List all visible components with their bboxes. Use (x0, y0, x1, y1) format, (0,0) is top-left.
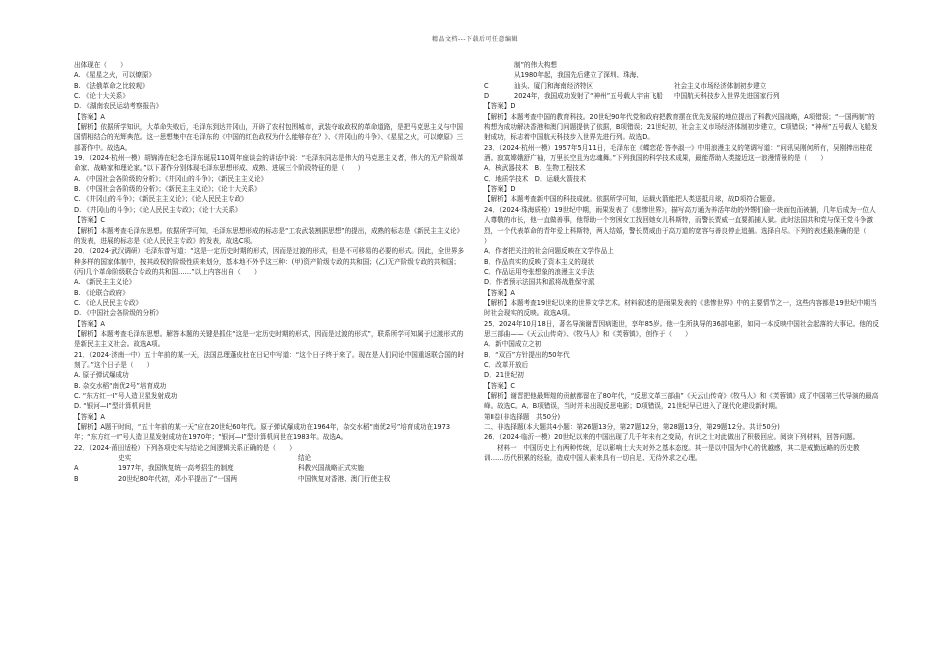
q18-option-c: C. 《论十大关系》 (74, 92, 129, 101)
q21-analysis: 【解析】A题干时间，“五十年前的某一天”应在20世纪60年代。原子弹试爆成功在1964年，杂交水稻“南优2号”培育成功在1973年；“东方红一Ⅰ”号人造卫星发射成功在1970年；“银河—Ⅰ”型计算机问世在1983年。故选A。 (74, 423, 451, 442)
q19-option-b: B. 《中国社会各阶级的分析》；《新民主主义论》；《论十大关系》 (74, 185, 261, 194)
table-row (484, 70, 879, 80)
q25-option-b: B．“双百”方针提出的50年代 (484, 350, 570, 359)
table-cell: 20世纪80年代初，邓小平提出了“一国两 (118, 474, 238, 483)
q24-option-c: C．作品运用夸张想象的浪漫主义手法 (484, 267, 595, 276)
q18-stem-tail: 出体现在（ ） (74, 61, 127, 69)
q18-option-a: A. 《星星之火，可以燎原》 (74, 71, 156, 80)
q24-option-b: B．作品真实的反映了资本主义的现状 (484, 257, 595, 266)
q22-table-header (74, 453, 469, 463)
q23-options-cd: C．地质学技术 D．运载火箭技术 (484, 174, 586, 183)
q20-option-a: A. 《新民主主义论》 (74, 278, 136, 287)
q22-table-continued-rows (484, 70, 879, 101)
table-cell: 汕头、厦门和海南经济特区 (514, 81, 594, 90)
left-column (74, 60, 469, 484)
table-cell: 中国航天科技步入世界先进国家行列 (674, 92, 780, 101)
table-cell: 科教兴国战略正式实施 (298, 464, 364, 473)
q20-answer: 【答案】A (74, 319, 105, 328)
table-row (74, 474, 469, 484)
q21-answer: 【答案】A (74, 412, 105, 421)
q25-analysis: 【解析】谢晋把他最辉煌的贡献都留在了80年代，“反思文革三部曲”《天云山传奇》《牧马人》和《芙蓉镇》成了中国第三代导演的最高峰。故选C。A、B项错误，当时并未出现反思电影；D项错误，21世纪早已进入了现代化建设新时期。 (484, 392, 879, 411)
q26-stem: 26．（2024·临沂一模）20世纪以来的中国出现了几千年未有之变局，有识之士对此做出了积极回应。阅读下列材料，回答问题。 (484, 433, 860, 442)
q19-answer: 【答案】C (74, 216, 105, 225)
table-cell: 中国恢复对香港、澳门行使主权 (298, 474, 391, 483)
q24-stem: 24．（2024·珠海质检）19世纪中期，雨果发表了《悲惨世界》，描写高万通为养活年幼的外甥们偷一块面包而被捕，几年后成为一位人人尊敬的市长，他一直做善事，他帮助一个穷困女工找回她女儿科斯特，而警长贾威一直要抓捕人狱。此时法国共和党与保王党斗争激烈，一个代表革命的青年爱上科斯特，两人结婚，警长贾威由于高万道的宽容与善良停止追捕。选择自尽。下列的表述最准确的是（ ） (484, 205, 880, 245)
q18-option-b: B. 《法俄革命之比较观》 (74, 81, 149, 90)
table-cell: 从1980年起，我国先后建立了深圳、珠海、 (514, 71, 643, 80)
table-cell: 1977年，我国恢复统一高考招生的制度 (118, 464, 234, 473)
q19-option-d: D. 《井冈山的斗争》；《论人民民主专政》；《论十大关系》 (74, 205, 242, 214)
q24-analysis: 【解析】本题考查19世纪以来的世界文学艺术。材料叙述的是雨果发表的《悲惨世界》中的主要情节之一，这些内容都是19世纪中期当时社会现实的反映。故选A项。 (484, 298, 877, 318)
table-header-cell: 史实 (118, 454, 132, 463)
q22-analysis: 【解析】本题考查中国的教育科技。20世纪90年代党和政府把教育摆在优先发展的地位提出了科教兴国战略，A项错误；“一国两制”的构想为成功解决香港和澳门问题提供了依据，B项错误；21世纪初，社会主义市场经济体制初步建立，C项错误；“神州”五号载人飞船发射成功，标志着中国航天科技步入世界先进行列。故选D。 (484, 112, 878, 142)
q25-option-c: C．改革开放后 (484, 360, 529, 369)
table-cell: 2024年，我国成功发射了“神州”五号载人宇宙飞船 (514, 92, 663, 101)
table-cell: 社会主义市场经济体制初步建立 (674, 81, 767, 90)
q25-option-d: D．21世纪初 (484, 371, 524, 380)
table-header-cell (74, 453, 118, 463)
table-cell (484, 70, 514, 80)
table-cell: A (74, 464, 79, 473)
q20-option-d: D. 《中国社会各阶级的分析》 (74, 309, 163, 318)
q26-material-1: 材料一 中国历史上有两种传统，足以影响士大夫对外之基本态度。其一是以中国为中心的优越感，其二是戒勤远略的历史教训……历代积累的经验，造成中国人素来具有一切自足、无待外求之心理。 (484, 443, 860, 463)
table-cell: B (74, 474, 79, 483)
section-title-part2: 第Ⅱ卷(非选择题 共50分) (484, 412, 561, 421)
q23-answer: 【答案】D (484, 185, 516, 194)
table-row (74, 463, 469, 473)
q25-stem: 25．2024年10月18日，著名导演谢晋因病逝世，享年85岁。他一生所执导的36部电影，如同一本反映中国社会起落的大事记。他的反思三部曲——《天云山传奇》、《牧马人》和《芙蓉镇》，创作于（ ） (484, 319, 880, 338)
table-header-cell: 结论 (298, 454, 312, 463)
table-row (484, 81, 879, 91)
q19-option-c: C. 《井冈山的斗争》；《新民主主义论》；《论人民民主专政》 (74, 195, 248, 204)
q23-stem: 23．（2024·杭州一模）1957年5月11日，毛泽东在《蝶恋花·答李淑一》中用浪漫主义的笔调写道：“问讯吴刚何所有，吴刚捧出桂花酒。寂寞嫦娥舒广袖，万里长空且为忠魂舞。”下列我国的科学技术成果，最能帮助人类接近这一浪漫情景的是（ ） (484, 143, 873, 163)
q18-analysis: 【解析】依据所学知识，大革命失败后，毛泽东到达井冈山，开辟了农村包围城市，武装夺取政权的革命道路，是把马克思主义与中国国情相结合的光辉典范。这一思想集中在毛泽东的《中国的红色政权为什么能够存在？》、《井冈山的斗争》、《星星之火，可以燎原》三部著作中。故选A。 (74, 123, 464, 152)
section-instructions: 二、非选择题(本大题共4小题：第26题13分，第27题12分，第28题13分，第29题12分。共计50分) (484, 423, 780, 432)
table-cell: D (484, 92, 490, 101)
q21-option-b: B. 杂交水稻“南优2号”培育成功 (74, 381, 167, 390)
q21-option-a: A. 原子弹试爆成功 (74, 371, 129, 380)
q21-option-d: D. “银河—Ⅰ”型计算机问世 (74, 402, 152, 411)
q25-answer: 【答案】C (484, 381, 515, 390)
q23-options-ab: A．核武器技术 B．生物工程技术 (484, 164, 586, 173)
q20-analysis: 【解析】本题考查毛泽东思想。解答本题的关键是抓住“这是一定历史时期的形式，因而是过渡的形式”，联系所学可知属于过渡形式的是新民主主义社会。故选A项。 (74, 329, 464, 349)
q21-stem: 21．（2024·济南一中）五十年前的某一天，法国总理蓬皮杜在日记中写道：“这个日子终于来了。现在是人们同论中国重返联合国的时刻了。”这个日子是（ ） (74, 350, 465, 369)
q20-option-c: C. 《论人民民主专政》 (74, 298, 143, 307)
q22-table-continued: 制”的伟大构想 (514, 61, 557, 69)
q25-option-a: A．新中国成立之初 (484, 340, 542, 349)
page-header: 精品文档---下载后可任意编辑 (432, 36, 518, 43)
q19-stem: 19．（2024·杭州一模）胡锦涛在纪念毛泽东诞辰110周年座谈会的讲话中说：“毛泽东同志是伟大的马克思主义者，伟大的无产阶级革命家、战略家和理论家。”以下著作分别体现毛泽东思想形成、成熟、进展三个阶段特征的是（ ） (74, 154, 464, 173)
right-column (484, 60, 879, 463)
q24-option-d: D．作者预示法国共和派将战胜保守派 (484, 278, 595, 287)
table-cell: C (484, 81, 489, 90)
q22-stem: 22．（2024·莆田适检）下列各项史实与结论之间逻辑关系正确的是（ ） (74, 443, 296, 452)
q24-option-a: A．作者把关注的社会问题反映在文学作品上 (484, 247, 614, 256)
q24-answer: 【答案】A (484, 288, 515, 297)
q22-table (74, 453, 469, 484)
q20-stem: 20．（2024·武汉调研）毛泽东曾写道：“这是一定历史时期的形式，因而是过渡的形式，但是不可移易的必要的形式。因此，全世界多种多样的国家体制中，按其政权的阶级性质来划分，基本地不外乎这三种：(甲)资产阶级专政的共和国；(乙)无产阶级专政的共和国；(丙)几个革命阶级联合专政的共和国……”以上内容出自（ ） (74, 247, 465, 276)
q19-option-a: A. 《中国社会各阶级的分析》；《井冈山的斗争》；《新民主主义论》 (74, 174, 268, 183)
table-row (484, 91, 879, 101)
q22-answer: 【答案】D (484, 102, 516, 111)
q18-option-d: D. 《湖南农民运动考察报告》 (74, 102, 163, 111)
table-cell (674, 70, 879, 80)
q20-option-b: B. 《论联合政府》 (74, 288, 129, 297)
q23-analysis: 【解析】本题考查新中国的科技成就。依据所学可知，运载火箭能把人类送抵月球，故D项符合题意。 (484, 195, 780, 204)
q19-analysis: 【解析】本题考查毛泽东思想。依据所学可知，毛泽东思想形成的标志是“工农武装割据思想”的提出，成熟的标志是《新民主主义论》的发表，进展的标志是《论人民民主专政》的发表，故选C项。 (74, 226, 464, 245)
q21-option-c: C. “东方红一Ⅰ”号人造卫星发射成功 (74, 392, 178, 400)
q18-answer: 【答案】A (74, 112, 105, 121)
